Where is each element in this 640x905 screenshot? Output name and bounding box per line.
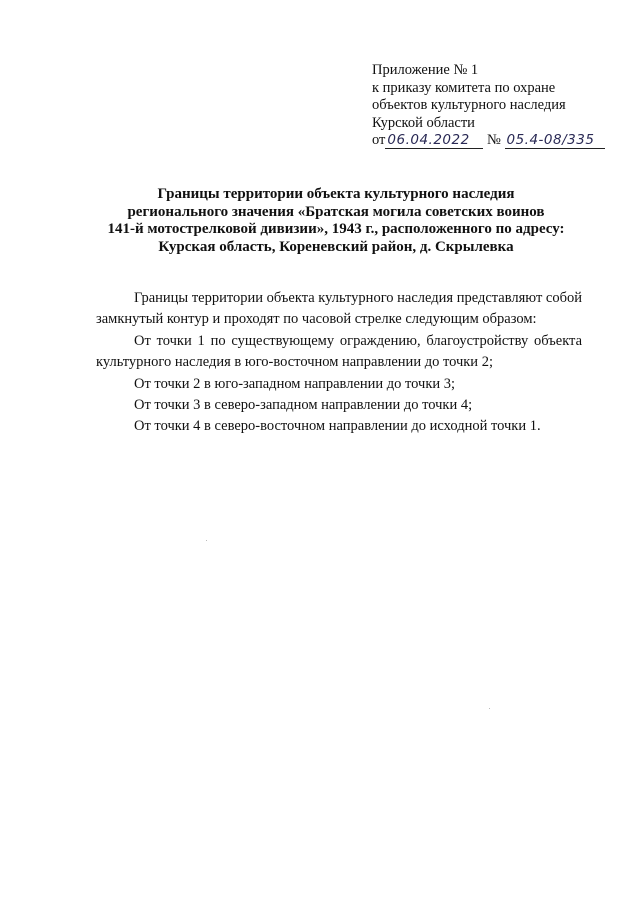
from-label: от (372, 132, 386, 148)
title-line-3: 141-й мотострелковой дивизии», 1943 г., расположенного по адресу: (107, 221, 565, 238)
appendix-region-line: Курской области (372, 114, 475, 131)
appendix-committee-line: объектов культурного наследия (372, 97, 566, 113)
number-label: № (487, 132, 501, 148)
title-line-2: регионального значения «Братская могила советских воинов (127, 203, 545, 220)
intro-paragraph: Границы территории объекта культурного наследия представляют собой замкнутый контур и проходят по часовой стрелке следующим образом: (96, 290, 582, 328)
order-date-number-line (372, 132, 622, 150)
appendix-order-line: к приказу комитета по охране (372, 79, 556, 96)
title-line-1: Границы территории объекта культурного наследия (157, 186, 515, 202)
point-4-paragraph: От точки 4 в северо-восточном направлении до исходной точки 1. (134, 418, 541, 435)
appendix-number: Приложение № 1 (372, 62, 479, 78)
handwritten-date: 06.04.2022 (387, 132, 470, 148)
document-title (96, 186, 576, 256)
point-2-paragraph: От точки 2 в юго-западном направлении до точки 3; (134, 375, 456, 392)
title-line-4: Курская область, Кореневский район, д. Скрылевка (158, 238, 514, 255)
scan-speck (206, 540, 207, 541)
point-3-paragraph: От точки 3 в северо-западном направлении до точки 4; (134, 397, 473, 414)
handwritten-order-number: 05.4-08/335 (506, 132, 595, 148)
point-1-paragraph: От точки 1 по существующему ограждению, благоустройству объекта культурного наследия в юго-восточном направлении до точки 2; (96, 332, 582, 371)
document-body (96, 288, 582, 438)
appendix-header (372, 62, 622, 150)
scan-speck (489, 708, 490, 709)
